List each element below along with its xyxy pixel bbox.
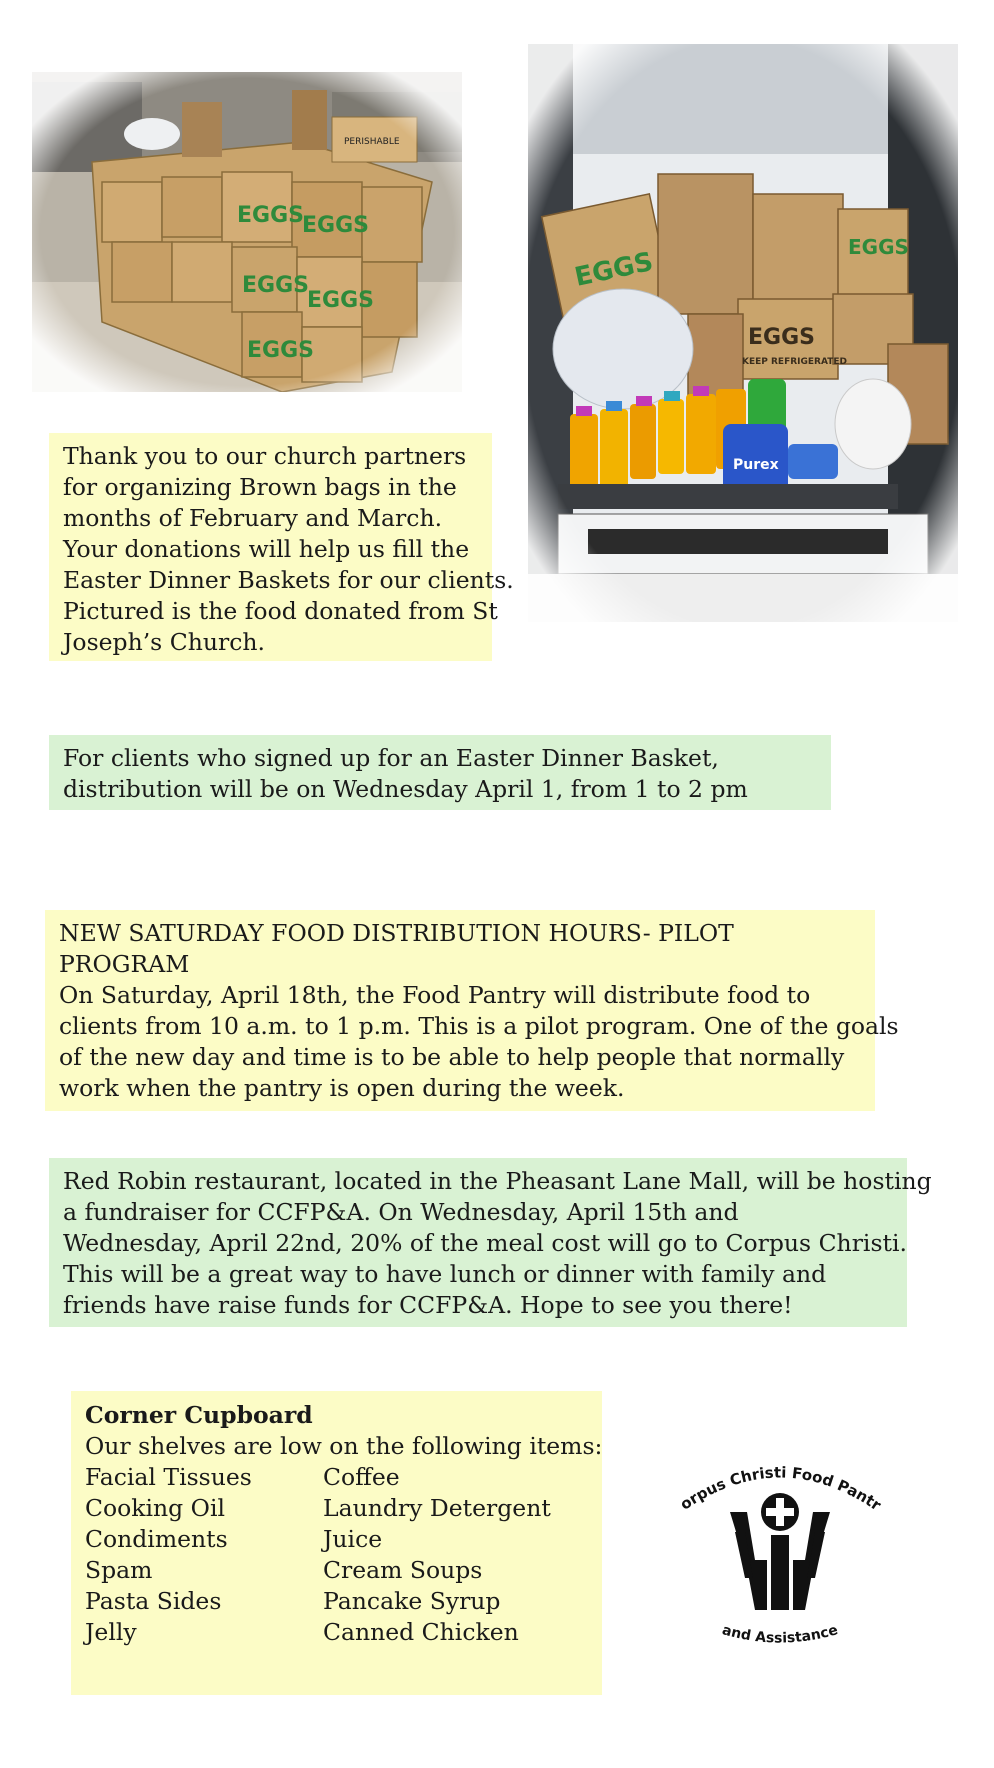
cupboard-item: Jelly bbox=[85, 1618, 137, 1646]
cupboard-item-row bbox=[85, 1524, 602, 1555]
saturday-line: On Saturday, April 18th, the Food Pantry will distribute food to bbox=[59, 981, 811, 1009]
van-donations-photo bbox=[528, 44, 958, 622]
cupboard-item: Cream Soups bbox=[323, 1556, 483, 1584]
cupboard-item: Pancake Syrup bbox=[323, 1587, 501, 1615]
cupboard-item: Pasta Sides bbox=[85, 1587, 222, 1615]
thank-you-line: Thank you to our church partners bbox=[63, 442, 467, 470]
cupboard-item: Canned Chicken bbox=[323, 1618, 519, 1646]
saturday-hours-notice bbox=[45, 910, 899, 1111]
cupboard-item-row bbox=[85, 1555, 602, 1586]
thank-you-line: Pictured is the food donated from St bbox=[63, 597, 498, 625]
easter-line: distribution will be on Wednesday April 1, from 1 to 2 pm bbox=[63, 775, 748, 803]
red-robin-line: a fundraiser for CCFP&A. On Wednesday, April 15th and bbox=[63, 1198, 739, 1226]
thank-you-line: for organizing Brown bags in the bbox=[63, 473, 457, 501]
cupboard-item: Coffee bbox=[323, 1463, 400, 1491]
red-robin-line: Red Robin restaurant, located in the Pheasant Lane Mall, will be hosting bbox=[63, 1167, 932, 1195]
pantry-logo bbox=[675, 1450, 885, 1660]
logo-bottom-text: and Assistance bbox=[720, 1622, 840, 1647]
cupboard-title: Corner Cupboard bbox=[85, 1401, 313, 1429]
red-robin-line: friends have raise funds for CCFP&A. Hope to see you there! bbox=[63, 1291, 793, 1319]
saturday-line: work when the pantry is open during the week. bbox=[59, 1074, 625, 1102]
cupboard-intro: Our shelves are low on the following items: bbox=[85, 1432, 603, 1460]
thank-you-line: Your donations will help us fill the bbox=[63, 535, 470, 563]
cupboard-item: Facial Tissues bbox=[85, 1463, 252, 1491]
cupboard-item: Juice bbox=[323, 1525, 383, 1553]
cupboard-item: Condiments bbox=[85, 1525, 228, 1553]
cupboard-item: Spam bbox=[85, 1556, 153, 1584]
cupboard-item-row bbox=[85, 1493, 602, 1524]
saturday-heading: NEW SATURDAY FOOD DISTRIBUTION HOURS- PILOT bbox=[59, 919, 734, 947]
easter-basket-notice bbox=[49, 735, 831, 810]
cupboard-item-row bbox=[85, 1462, 602, 1493]
red-robin-line: Wednesday, April 22nd, 20% of the meal cost will go to Corpus Christi. bbox=[63, 1229, 907, 1257]
easter-line: For clients who signed up for an Easter Dinner Basket, bbox=[63, 744, 719, 772]
corner-cupboard-list bbox=[71, 1391, 602, 1695]
logo-top-text: orpus Christi Food Pantr bbox=[676, 1463, 885, 1515]
thank-you-line: Joseph’s Church. bbox=[63, 628, 265, 656]
red-robin-fundraiser-notice bbox=[49, 1158, 932, 1327]
cupboard-item: Cooking Oil bbox=[85, 1494, 225, 1522]
svg-text:and Assistance bbox=[720, 1622, 839, 1646]
cross-figure-icon bbox=[730, 1493, 830, 1610]
thank-you-line: Easter Dinner Baskets for our clients. bbox=[63, 566, 514, 594]
cupboard-item: Laundry Detergent bbox=[323, 1494, 551, 1522]
saturday-line: clients from 10 a.m. to 1 p.m. This is a pilot program. One of the goals bbox=[59, 1012, 899, 1040]
red-robin-line: This will be a great way to have lunch or dinner with family and bbox=[63, 1260, 827, 1288]
thank-you-note bbox=[49, 433, 514, 661]
saturday-heading: PROGRAM bbox=[59, 950, 190, 978]
cupboard-item-row bbox=[85, 1617, 602, 1648]
thank-you-line: months of February and March. bbox=[63, 504, 443, 532]
cupboard-item-row bbox=[85, 1586, 602, 1617]
saturday-line: of the new day and time is to be able to help people that normally bbox=[59, 1043, 845, 1071]
egg-boxes-photo bbox=[32, 72, 462, 392]
